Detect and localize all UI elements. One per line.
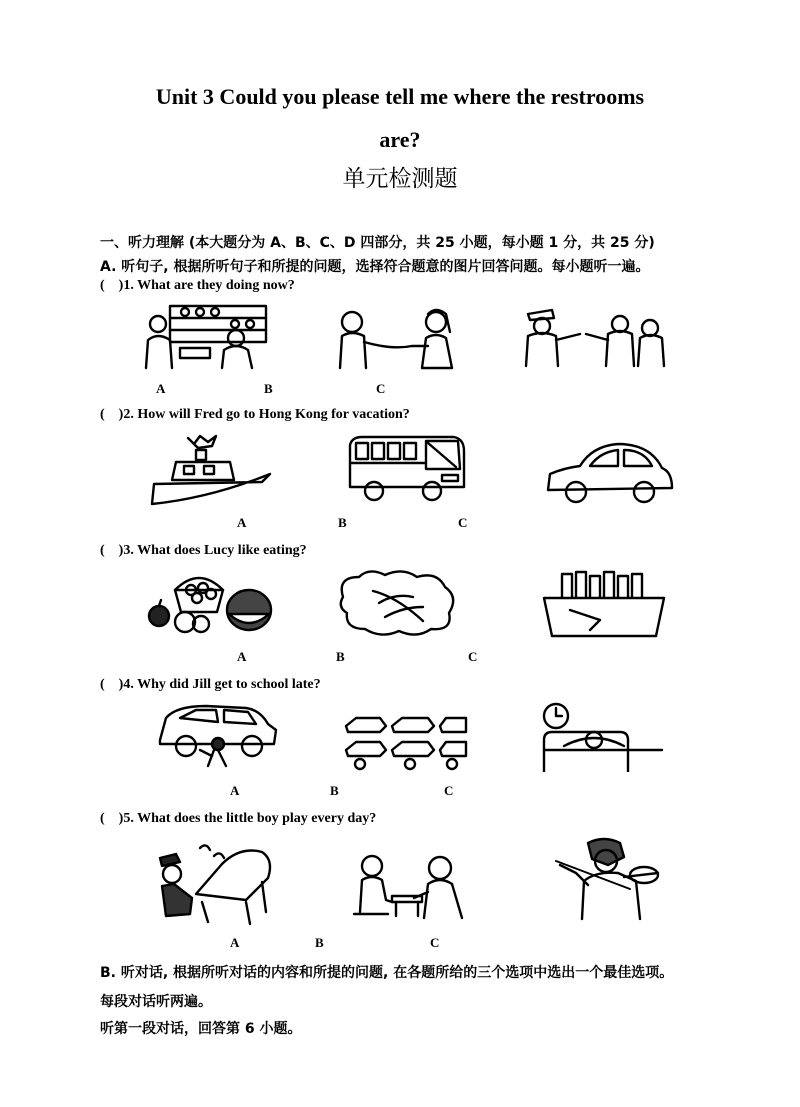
chess-players-icon [348,852,473,922]
piano-player-icon [150,842,275,927]
question-1 [100,278,295,294]
part-a-instruction: A. 听句子, 根据所听句子和所提的问题，选择符合题意的图片回答问题。每小题听一遍。 [100,259,650,275]
page-title: Unit 3 Could you please tell me where the restrooms [155,84,645,109]
option-b: B [336,649,345,664]
car-accident-icon [156,700,281,772]
answer-bracket: ( ) [100,543,124,558]
violin-player-icon [548,835,673,923]
shopping-scene-icon [140,302,270,372]
part-b-instruction-line2: 每段对话听两遍。 [100,994,212,1010]
handshake-scene-icon [332,306,462,372]
answer-bracket: ( ) [100,811,124,826]
ship-icon [150,432,275,512]
question-3 [100,543,307,559]
french-fries-icon [540,570,670,640]
option-c: C [376,381,386,396]
question-5 [100,811,376,827]
fruit-basket-icon [145,570,275,640]
option-c: C [468,649,478,664]
question-text: 1. What are they doing now? [123,278,295,293]
question-4 [100,677,321,693]
police-directions-scene-icon [520,304,670,370]
overslept-clock-icon [540,700,665,772]
option-b: B [330,783,339,798]
question-text: 3. What does Lucy like eating? [123,543,307,558]
car-icon [544,440,676,506]
answer-bracket: ( ) [100,278,124,293]
option-a: A [237,649,247,664]
traffic-jam-icon [340,712,470,774]
option-c: C [444,783,454,798]
option-c: C [430,935,440,950]
question-text: 2. How will Fred go to Hong Kong for vacation? [123,407,410,422]
option-a: A [156,381,166,396]
option-b: B [264,381,273,396]
page-subtitle: 单元检测题 [342,166,458,192]
option-b: B [338,515,347,530]
option-c: C [458,515,468,530]
option-b: B [315,935,324,950]
page-title-line2: are? [379,127,421,152]
question-text: 4. Why did Jill get to school late? [123,677,321,692]
bus-icon [346,435,466,505]
option-a: A [230,935,240,950]
cabbage-icon [333,567,461,639]
option-a: A [230,783,240,798]
question-text: 5. What does the little boy play every day? [123,811,377,826]
option-a: A [237,515,247,530]
question-2 [100,407,410,423]
section-heading: 一、听力理解 (本大题分为 A、B、C、D 四部分，共 25 小题，每小题 1 分，共 25 分) [100,235,655,251]
part-b-instruction: B. 听对话, 根据所听对话的内容和所提的问题, 在各题所给的三个选项中选出一个最佳选项。 [100,965,674,981]
answer-bracket: ( ) [100,407,124,422]
dialogue-intro: 听第一段对话，回答第 6 小题。 [100,1021,302,1037]
answer-bracket: ( ) [100,677,124,692]
